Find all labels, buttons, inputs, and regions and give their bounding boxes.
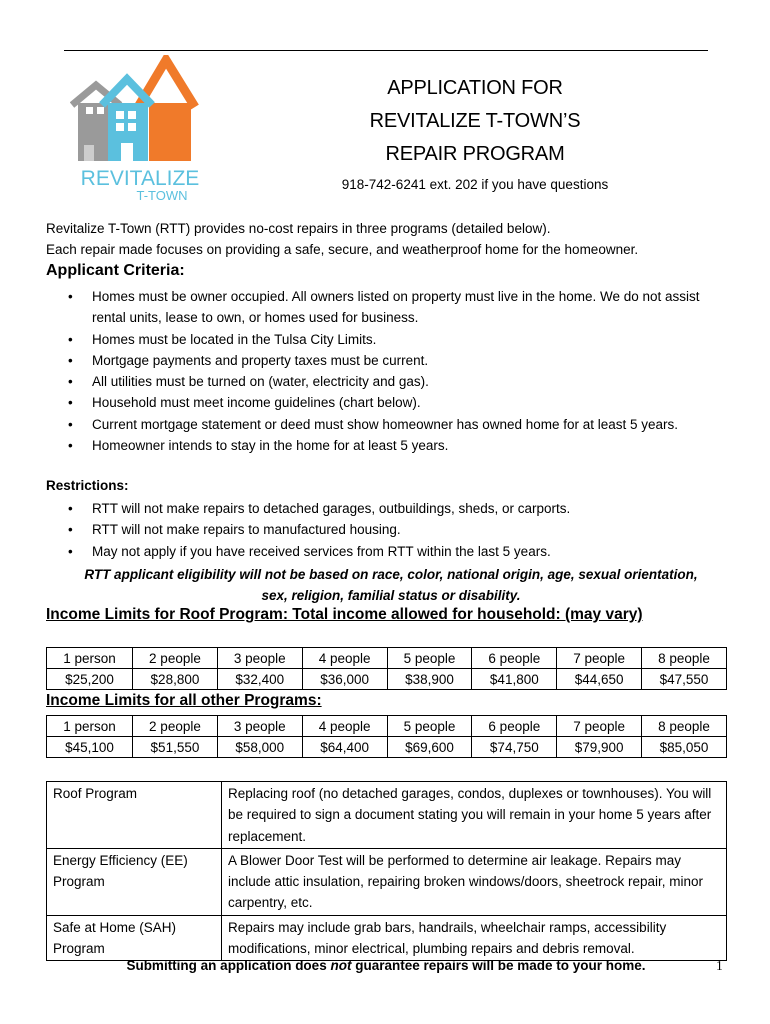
program-description-cell: Replacing roof (no detached garages, condos, duplexes or townhouses). You will be required to sign a document stating you will remain in your home 5 years after replacement.	[222, 782, 727, 849]
intro-line-2: Each repair made focuses on providing a safe, secure, and weatherproof home for the homeowner.	[46, 242, 639, 257]
restriction-item: • May not apply if you have received services from RTT within the last 5 years.	[46, 541, 726, 562]
intro-paragraph	[46, 218, 736, 260]
revitalize-ttown-logo	[70, 55, 210, 203]
household-size-cell: 4 people	[302, 716, 387, 737]
household-size-cell: 2 people	[133, 716, 218, 737]
criteria-item: • All utilities must be turned on (water, electricity and gas).	[46, 371, 726, 392]
program-name-cell: Roof Program	[47, 782, 222, 849]
household-size-cell: 8 people	[642, 648, 727, 669]
top-rule	[64, 50, 708, 51]
household-size-cell: 7 people	[557, 648, 642, 669]
income-limit-cell: $44,650	[557, 669, 642, 690]
program-description-cell: Repairs may include grab bars, handrails, wheelchair ramps, accessibility modifications, minor electrical, plumbing repairs and debris removal.	[222, 915, 727, 961]
income-limit-cell: $58,000	[217, 737, 302, 758]
applicant-criteria-list	[46, 286, 726, 456]
household-size-cell: 5 people	[387, 716, 472, 737]
footer-disclaimer	[46, 958, 726, 973]
title-block	[290, 72, 660, 192]
income-limit-cell: $25,200	[47, 669, 133, 690]
household-size-cell: 6 people	[472, 716, 557, 737]
title-line-2: REVITALIZE T-TOWN’S	[369, 110, 581, 132]
household-size-cell: 7 people	[557, 716, 642, 737]
table-row	[47, 737, 727, 758]
table-row	[47, 848, 727, 915]
criteria-item: • Homeowner intends to stay in the home for at least 5 years.	[46, 435, 726, 456]
intro-line-1: Revitalize T-Town (RTT) provides no-cost repairs in three programs (detailed below).	[46, 221, 551, 236]
restriction-item: • RTT will not make repairs to manufactured housing.	[46, 519, 726, 540]
criteria-item: • Homes must be owner occupied. All owners listed on property must live in the home. We do not assist rental units, lease to own, or homes used for business.	[46, 286, 726, 329]
footer-text-before: Submitting an application does	[126, 958, 331, 973]
household-size-cell: 3 people	[217, 716, 302, 737]
logo-word-ttown: T-TOWN	[136, 188, 188, 203]
income-other-table	[46, 715, 727, 758]
income-limit-cell: $64,400	[302, 737, 387, 758]
program-name-cell: Energy Efficiency (EE) Program	[47, 848, 222, 915]
income-limit-cell: $41,800	[472, 669, 557, 690]
footer-emphasis: not	[330, 958, 352, 973]
household-size-cell: 1 person	[47, 716, 133, 737]
income-limit-cell: $38,900	[387, 669, 472, 690]
income-limit-cell: $45,100	[47, 737, 133, 758]
title-line-1: APPLICATION FOR	[387, 77, 563, 99]
income-roof-heading: Income Limits for Roof Program: Total income allowed for household: (may vary)	[46, 606, 643, 623]
program-name-cell: Safe at Home (SAH) Program	[47, 915, 222, 961]
eligibility-statement	[46, 564, 736, 606]
household-size-cell: 5 people	[387, 648, 472, 669]
logo-word-revitalize: REVITALIZE	[80, 167, 200, 190]
criteria-item: • Homes must be located in the Tulsa City Limits.	[46, 329, 726, 350]
criteria-item: • Mortgage payments and property taxes must be current.	[46, 350, 726, 371]
income-limit-cell: $69,600	[387, 737, 472, 758]
restrictions-heading: Restrictions:	[46, 478, 129, 493]
household-size-cell: 8 people	[642, 716, 727, 737]
applicant-criteria-heading: Applicant Criteria:	[46, 262, 185, 279]
household-size-cell: 4 people	[302, 648, 387, 669]
household-size-cell: 2 people	[133, 648, 218, 669]
income-limit-cell: $36,000	[302, 669, 387, 690]
criteria-item: • Household must meet income guidelines (chart below).	[46, 392, 726, 413]
page-number: 1	[716, 958, 723, 973]
income-limit-cell: $47,550	[642, 669, 727, 690]
income-limit-cell: $85,050	[642, 737, 727, 758]
programs-table	[46, 781, 727, 961]
income-roof-table	[46, 647, 727, 690]
income-limit-cell: $74,750	[472, 737, 557, 758]
household-size-cell: 1 person	[47, 648, 133, 669]
income-other-heading: Income Limits for all other Programs:	[46, 692, 322, 709]
restriction-item: • RTT will not make repairs to detached garages, outbuildings, sheds, or carports.	[46, 498, 726, 519]
income-limit-cell: $32,400	[217, 669, 302, 690]
restrictions-list	[46, 498, 726, 562]
table-row	[47, 782, 727, 849]
household-size-cell: 6 people	[472, 648, 557, 669]
table-row	[47, 669, 727, 690]
income-limit-cell: $28,800	[133, 669, 218, 690]
table-row	[47, 648, 727, 669]
title-line-3: REPAIR PROGRAM	[385, 143, 565, 165]
criteria-item: • Current mortgage statement or deed must show homeowner has owned home for at least 5 years.	[46, 414, 726, 435]
program-description-cell: A Blower Door Test will be performed to determine air leakage. Repairs may include attic insulation, repairing broken windows/doors, sheetrock repair, minor carpentry, etc.	[222, 848, 727, 915]
table-row	[47, 716, 727, 737]
table-row	[47, 915, 727, 961]
household-size-cell: 3 people	[217, 648, 302, 669]
phone-contact: 918-742-6241 ext. 202 if you have questions	[341, 177, 609, 192]
income-limit-cell: $79,900	[557, 737, 642, 758]
footer-text-after: guarantee repairs will be made to your home.	[351, 958, 646, 973]
eligibility-line-2: sex, religion, familial status or disability.	[261, 588, 521, 603]
income-limit-cell: $51,550	[133, 737, 218, 758]
eligibility-line-1: RTT applicant eligibility will not be based on race, color, national origin, age, sexual orientation,	[84, 567, 698, 582]
